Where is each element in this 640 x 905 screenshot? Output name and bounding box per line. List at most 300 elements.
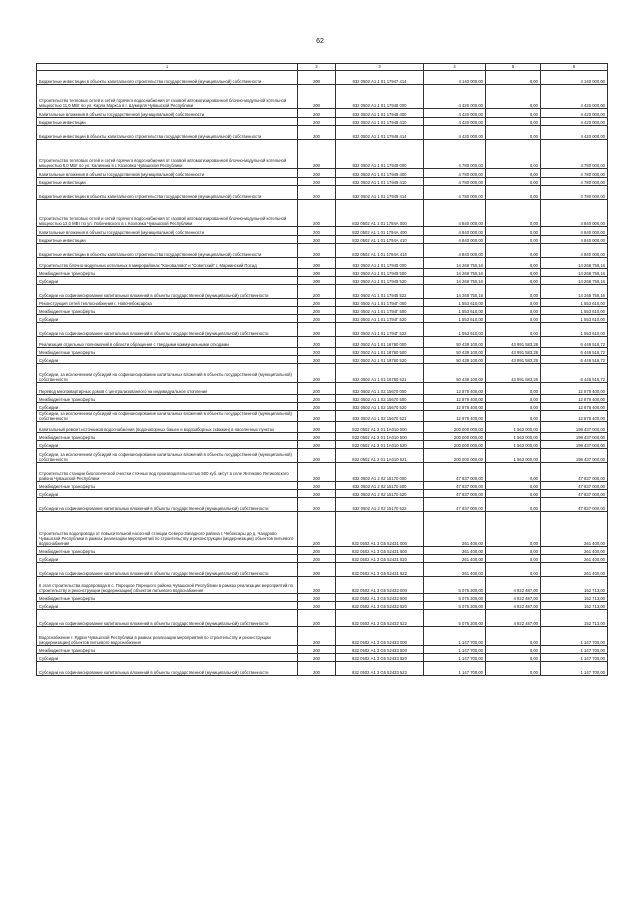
table-row (37, 323, 608, 337)
row-amount-col-6: 14 268 750,16 (541, 285, 608, 299)
row-amount-col-5: 0,00 (486, 118, 541, 126)
row-amount-col-6: 4 420 000,00 (541, 118, 608, 126)
row-amount-col-6: 4 420 000,00 (541, 126, 608, 140)
row-amount-col-6: 6 446 516,72 (541, 337, 608, 348)
row-amount-col-4: 1 147 700,00 (424, 646, 486, 654)
row-amount-col-4: 200 000 000,00 (424, 441, 486, 449)
row-amount-col-5: 0,00 (486, 200, 541, 227)
row-col-2: 200 (298, 236, 336, 244)
row-amount-col-4: 261 400,00 (424, 555, 486, 563)
row-budget-code: 832 0502 А1 2 02 15170 522 (336, 498, 424, 512)
row-amount-col-6: 6 446 516,72 (541, 356, 608, 364)
row-budget-code: 832 0502 А1 1 01 1794Г 520 (336, 315, 424, 323)
row-col-2: 200 (298, 348, 336, 356)
row-name: Водоснабжение г. Ядрин Чувашской Республики в рамках реализации мероприятий по строительству и реконструкции (модернизации) объектов питьевого водоснабжения (37, 627, 298, 646)
row-col-2: 200 (298, 498, 336, 512)
row-col-2: 200 (298, 627, 336, 646)
row-col-2: 200 (298, 140, 336, 169)
row-col-2: 200 (298, 71, 336, 85)
table-body (37, 71, 608, 676)
row-col-2: 200 (298, 126, 336, 140)
row-col-2: 200 (298, 433, 336, 441)
row-amount-col-6: 152 713,00 (541, 594, 608, 602)
row-budget-code: 832 0502 А1 3 G5 52431 500 (336, 547, 424, 555)
row-col-2: 200 (298, 449, 336, 463)
row-amount-col-5: 0,00 (486, 563, 541, 577)
row-budget-code: 832 0502 А1 1 02 15670 500 (336, 395, 424, 403)
header-col-4: 4 (424, 64, 486, 71)
row-name: Субсидии, за исключением субсидий на софинансирование капитальных вложений в объекты государственной (муниципальной) собственности (37, 411, 298, 422)
row-amount-col-6: 261 400,00 (541, 555, 608, 563)
row-name: Субсидии (37, 555, 298, 563)
row-name: Бюджетные инвестиции в объекты капитального строительства государственной (муниципальной) собственности (37, 71, 298, 85)
row-amount-col-5: 1 563 000,00 (486, 441, 541, 449)
header-col-5: 5 (486, 64, 541, 71)
row-budget-code: 832 0502 А1 1 01 17948 000 (336, 85, 424, 109)
row-amount-col-6: 6 446 516,72 (541, 348, 608, 356)
row-amount-col-5: 0,00 (486, 411, 541, 422)
row-amount-col-4: 14 268 750,16 (424, 258, 486, 269)
row-amount-col-4: 14 268 750,16 (424, 285, 486, 299)
row-amount-col-4: 12 878 400,00 (424, 383, 486, 395)
row-amount-col-6: 4 140 000,00 (541, 71, 608, 85)
row-budget-code: 832 0502 А1 1 01 1794Г 500 (336, 307, 424, 315)
header-col-1: 1 (37, 64, 298, 71)
row-amount-col-6: 198 437 000,00 (541, 449, 608, 463)
row-amount-col-5: 1 563 000,00 (486, 449, 541, 463)
row-col-2: 200 (298, 315, 336, 323)
row-amount-col-4: 47 837 000,00 (424, 482, 486, 490)
row-name: Субсидии на софинансирование капитальных вложений в объекты государственной (муниципальной) собственности (37, 662, 298, 676)
row-amount-col-4: 4 840 000,00 (424, 227, 486, 236)
row-amount-col-5: 0,00 (486, 323, 541, 337)
row-budget-code: 832 0502 А1 1 01 17949 414 (336, 186, 424, 200)
row-budget-code: 832 0502 А1 3 G5 52433 522 (336, 662, 424, 676)
row-amount-col-4: 4 420 000,00 (424, 126, 486, 140)
row-amount-col-5: 0,00 (486, 490, 541, 498)
table-row (37, 602, 608, 610)
row-name: Субсидии, за исключением субсидий на софинансирование капитальных вложений в объекты государственной (муниципальной) собственности (37, 364, 298, 383)
row-name: Субсидии (37, 356, 298, 364)
row-name: Субсидии на софинансирование капитальных вложений в объекты государственной (муниципальной) собственности (37, 610, 298, 627)
row-budget-code: 832 0502 А1 1 02 15670 520 (336, 403, 424, 411)
row-col-2: 200 (298, 422, 336, 433)
row-amount-col-4: 14 268 750,16 (424, 277, 486, 285)
row-name: Межбюджетные трансферты (37, 395, 298, 403)
table-header-row (37, 64, 608, 71)
row-amount-col-5: 43 991 583,28 (486, 348, 541, 356)
row-amount-col-6: 4 840 000,00 (541, 200, 608, 227)
row-amount-col-6: 12 878 400,00 (541, 395, 608, 403)
row-amount-col-5: 0,00 (486, 227, 541, 236)
table-row (37, 315, 608, 323)
table-row (37, 555, 608, 563)
row-amount-col-5: 0,00 (486, 109, 541, 118)
row-col-2: 200 (298, 85, 336, 109)
row-amount-col-6: 1 147 700,00 (541, 654, 608, 662)
table-row (37, 277, 608, 285)
table-row (37, 498, 608, 512)
row-col-2: 200 (298, 610, 336, 627)
row-amount-col-6: 1 147 700,00 (541, 627, 608, 646)
row-col-2: 200 (298, 602, 336, 610)
table-row (37, 118, 608, 126)
row-name: Капитальные вложения в объекты государственной (муниципальной) собственности (37, 109, 298, 118)
table-row (37, 547, 608, 555)
row-name: Субсидии (37, 441, 298, 449)
budget-table (36, 63, 608, 676)
table-row (37, 449, 608, 463)
row-budget-code: 832 0502 А1 3 G5 52431 522 (336, 563, 424, 577)
row-col-2: 200 (298, 227, 336, 236)
row-col-2: 200 (298, 356, 336, 364)
row-amount-col-6: 47 837 000,00 (541, 490, 608, 498)
row-col-2: 200 (298, 654, 336, 662)
row-amount-col-5: 0,00 (486, 512, 541, 547)
row-amount-col-6: 4 840 000,00 (541, 236, 608, 244)
row-amount-col-6: 152 713,00 (541, 602, 608, 610)
row-budget-code: 832 0502 А1 3 G5 52432 000 (336, 577, 424, 594)
table-row (37, 337, 608, 348)
table-row (37, 411, 608, 422)
row-amount-col-5: 43 991 583,28 (486, 337, 541, 348)
row-col-2: 200 (298, 269, 336, 277)
row-amount-col-5: 0,00 (486, 186, 541, 200)
row-amount-col-5: 1 563 000,00 (486, 422, 541, 433)
row-name: Межбюджетные трансферты (37, 482, 298, 490)
row-amount-col-6: 14 268 750,16 (541, 258, 608, 269)
row-col-2: 200 (298, 490, 336, 498)
page-number: 62 (316, 38, 324, 45)
row-amount-col-6: 4 420 000,00 (541, 109, 608, 118)
table-row (37, 512, 608, 547)
row-amount-col-5: 0,00 (486, 547, 541, 555)
row-name: Бюджетные инвестиции (37, 178, 298, 186)
row-name: Бюджетные инвестиции в объекты капитального строительства государственной (муниципальной) собственности (37, 244, 298, 258)
row-amount-col-4: 5 075 200,00 (424, 602, 486, 610)
row-amount-col-4: 261 400,00 (424, 512, 486, 547)
row-col-2: 200 (298, 594, 336, 602)
row-col-2: 200 (298, 169, 336, 178)
row-col-2: 200 (298, 482, 336, 490)
row-amount-col-4: 4 780 000,00 (424, 140, 486, 169)
table-row (37, 364, 608, 383)
row-budget-code: 832 0502 А1 3 G5 52432 520 (336, 602, 424, 610)
row-col-2: 200 (298, 244, 336, 258)
row-budget-code: 832 0502 А1 1 01 1794А 400 (336, 227, 424, 236)
table-row (37, 646, 608, 654)
row-amount-col-4: 261 400,00 (424, 563, 486, 577)
row-amount-col-6: 1 553 610,00 (541, 323, 608, 337)
row-amount-col-5: 0,00 (486, 85, 541, 109)
row-name: Межбюджетные трансферты (37, 646, 298, 654)
row-name: Межбюджетные трансферты (37, 594, 298, 602)
row-amount-col-5: 0,00 (486, 285, 541, 299)
row-budget-code: 832 0502 А1 1 01 17945 000 (336, 258, 424, 269)
row-name: Субсидии (37, 403, 298, 411)
row-amount-col-5: 0,00 (486, 627, 541, 646)
table-row (37, 383, 608, 395)
row-col-2: 200 (298, 403, 336, 411)
table-row (37, 654, 608, 662)
table-row (37, 236, 608, 244)
row-amount-col-4: 4 420 000,00 (424, 109, 486, 118)
table-row (37, 109, 608, 118)
table-row (37, 140, 608, 169)
row-amount-col-5: 0,00 (486, 463, 541, 482)
table-row (37, 403, 608, 411)
row-name: Субсидии (37, 277, 298, 285)
row-col-2: 200 (298, 555, 336, 563)
row-name: Межбюджетные трансферты (37, 433, 298, 441)
table-row (37, 594, 608, 602)
table-row (37, 227, 608, 236)
row-budget-code: 832 0502 А1 2 02 15170 000 (336, 463, 424, 482)
row-budget-code: 832 0502 А1 1 01 1794А 410 (336, 236, 424, 244)
row-amount-col-5: 0,00 (486, 140, 541, 169)
row-budget-code: 832 0502 А1 1 01 17945 500 (336, 269, 424, 277)
row-col-2: 200 (298, 109, 336, 118)
row-budget-code: 832 0502 А1 1 01 17947 414 (336, 71, 424, 85)
table-row (37, 577, 608, 594)
row-name: Строительство тепловых сетей и сетей горячего водоснабжения от газовой автоматизированной блочно-модульной котельной мощностью 8,0 МВт по ул. Калинина в г. Козловка Чувашской Республики (37, 140, 298, 169)
row-budget-code: 832 0502 А1 2 01 1А010 521 (336, 449, 424, 463)
row-col-2: 200 (298, 323, 336, 337)
row-name: Субсидии (37, 490, 298, 498)
row-amount-col-5: 4 922 487,00 (486, 610, 541, 627)
row-amount-col-4: 1 147 700,00 (424, 662, 486, 676)
row-amount-col-6: 4 780 000,00 (541, 186, 608, 200)
row-amount-col-6: 198 437 000,00 (541, 422, 608, 433)
row-budget-code: 832 0502 А1 2 01 1А010 520 (336, 441, 424, 449)
row-amount-col-6: 1 553 610,00 (541, 299, 608, 307)
row-name: Субсидии на софинансирование капитальных вложений в объекты государственной (муниципальной) собственности (37, 323, 298, 337)
row-amount-col-6: 14 268 750,16 (541, 277, 608, 285)
row-name: Строительство блочно-модульных котельных в микрорайонах "Коновалово" и "Советский" г. Мариинский Посад (37, 258, 298, 269)
row-budget-code: 832 0502 А1 2 02 15170 500 (336, 482, 424, 490)
table-row (37, 662, 608, 676)
row-col-2: 200 (298, 258, 336, 269)
row-amount-col-4: 50 438 100,00 (424, 348, 486, 356)
row-name: Субсидии (37, 315, 298, 323)
row-budget-code: 832 0502 А1 1 01 17948 410 (336, 118, 424, 126)
row-name: Реконструкция сетей теплоснабжения г. Новочебоксарска (37, 299, 298, 307)
row-amount-col-5: 0,00 (486, 662, 541, 676)
row-amount-col-5: 4 922 487,00 (486, 577, 541, 594)
header-col-2: 2 (298, 64, 336, 71)
row-amount-col-6: 152 713,00 (541, 610, 608, 627)
table-row (37, 269, 608, 277)
row-amount-col-6: 47 837 000,00 (541, 463, 608, 482)
row-budget-code: 832 0502 А1 1 01 16760 520 (336, 356, 424, 364)
table-row (37, 71, 608, 85)
row-amount-col-5: 0,00 (486, 244, 541, 258)
row-amount-col-4: 5 075 200,00 (424, 577, 486, 594)
table-row (37, 482, 608, 490)
row-budget-code: 832 0502 А1 1 01 17949 410 (336, 178, 424, 186)
row-amount-col-4: 12 878 400,00 (424, 411, 486, 422)
row-name: Межбюджетные трансферты (37, 547, 298, 555)
row-amount-col-5: 0,00 (486, 169, 541, 178)
table-row (37, 563, 608, 577)
row-name: Бюджетные инвестиции в объекты капитального строительства государственной (муниципальной) собственности (37, 186, 298, 200)
row-name: Капитальные вложения в объекты государственной (муниципальной) собственности (37, 227, 298, 236)
row-col-2: 200 (298, 364, 336, 383)
row-col-2: 200 (298, 299, 336, 307)
row-amount-col-4: 12 878 400,00 (424, 395, 486, 403)
row-amount-col-5: 0,00 (486, 482, 541, 490)
row-amount-col-4: 1 147 700,00 (424, 654, 486, 662)
table-row (37, 200, 608, 227)
row-budget-code: 832 0502 А1 2 01 1А010 500 (336, 433, 424, 441)
header-col-6: 6 (541, 64, 608, 71)
row-name: Реализация отдельных полномочий в области обращения с твердыми коммунальными отходами (37, 337, 298, 348)
row-amount-col-4: 50 438 100,00 (424, 337, 486, 348)
row-amount-col-6: 4 420 000,00 (541, 85, 608, 109)
row-budget-code: 832 0502 А1 3 G5 52432 522 (336, 610, 424, 627)
row-name: Строительство тепловых сетей и сетей горячего водоснабжения от газовой автоматизированной блочно-модульной котельной мощностью 12,0 МВт по ул. Лобачевского в г. Козловка Чувашской Республики (37, 200, 298, 227)
table-row (37, 307, 608, 315)
row-amount-col-5: 0,00 (486, 269, 541, 277)
row-budget-code: 832 0502 А1 3 G5 52432 500 (336, 594, 424, 602)
row-amount-col-5: 0,00 (486, 646, 541, 654)
row-budget-code: 832 0502 А1 3 G5 52431 520 (336, 555, 424, 563)
table-row (37, 299, 608, 307)
header-col-3: 3 (336, 64, 424, 71)
row-budget-code: 832 0502 А1 1 01 1794Г 000 (336, 299, 424, 307)
table-row (37, 610, 608, 627)
row-name: Перевод многоквартирных домов с централизованного на индивидуальное отопление (37, 383, 298, 395)
row-amount-col-4: 200 000 000,00 (424, 422, 486, 433)
row-amount-col-6: 198 437 000,00 (541, 433, 608, 441)
row-name: Капитальный ремонт источников водоснабжения (водонапорных башен и водозаборных скважин) в населенных пунктах (37, 422, 298, 433)
row-amount-col-6: 4 840 000,00 (541, 244, 608, 258)
row-amount-col-4: 47 837 000,00 (424, 490, 486, 498)
row-amount-col-5: 0,00 (486, 178, 541, 186)
row-amount-col-6: 152 713,00 (541, 577, 608, 594)
row-budget-code: 832 0502 А1 3 G5 52433 520 (336, 654, 424, 662)
row-amount-col-5: 0,00 (486, 307, 541, 315)
table-row (37, 126, 608, 140)
row-col-2: 200 (298, 547, 336, 555)
row-amount-col-4: 47 837 000,00 (424, 498, 486, 512)
row-name: Межбюджетные трансферты (37, 269, 298, 277)
row-col-2: 200 (298, 178, 336, 186)
row-name: Строительство тепловых сетей и сетей горячего водоснабжения от газовой автоматизированной блочно-модульной котельной мощностью 11,0 МВт по ул. Карла Маркса в г. Шумерля Чувашской Республики (37, 85, 298, 109)
row-amount-col-6: 4 780 000,00 (541, 178, 608, 186)
row-col-2: 200 (298, 186, 336, 200)
table-row (37, 169, 608, 178)
row-budget-code: 832 0502 А1 1 01 17948 414 (336, 126, 424, 140)
row-name: Бюджетные инвестиции (37, 236, 298, 244)
row-amount-col-4: 4 420 000,00 (424, 118, 486, 126)
table-row (37, 85, 608, 109)
row-budget-code: 832 0502 А1 1 02 15670 521 (336, 411, 424, 422)
row-budget-code: 832 0502 А1 1 01 1794Г 522 (336, 323, 424, 337)
row-name: Бюджетные инвестиции в объекты капитального строительства государственной (муниципальной) собственности (37, 126, 298, 140)
row-budget-code: 832 0502 А1 1 02 15670 000 (336, 383, 424, 395)
table-row (37, 463, 608, 482)
row-amount-col-5: 0,00 (486, 383, 541, 395)
row-budget-code: 832 0502 А1 1 01 17949 400 (336, 169, 424, 178)
row-budget-code: 832 0502 А1 3 G5 52433 500 (336, 646, 424, 654)
row-col-2: 200 (298, 118, 336, 126)
row-col-2: 200 (298, 200, 336, 227)
row-budget-code: 832 0502 А1 3 G5 52431 000 (336, 512, 424, 547)
row-name: Строительство станции биологической очистки сточных вод производительностью 500 куб. м/сут в селе Янтиково Янтиковского района Чувашской Республики (37, 463, 298, 482)
row-col-2: 200 (298, 395, 336, 403)
row-name: Субсидии (37, 602, 298, 610)
row-amount-col-6: 1 147 700,00 (541, 662, 608, 676)
row-col-2: 200 (298, 441, 336, 449)
row-amount-col-5: 0,00 (486, 126, 541, 140)
row-amount-col-6: 1 553 610,00 (541, 307, 608, 315)
table-row (37, 441, 608, 449)
row-amount-col-4: 14 268 750,16 (424, 269, 486, 277)
table-row (37, 285, 608, 299)
row-amount-col-4: 1 553 610,00 (424, 323, 486, 337)
row-budget-code: 832 0502 А1 1 01 17949 000 (336, 140, 424, 169)
row-amount-col-4: 1 147 700,00 (424, 627, 486, 646)
row-amount-col-6: 1 553 610,00 (541, 315, 608, 323)
row-name: Субсидии, за исключением субсидий на софинансирование капитальных вложений в объекты государственной (муниципальной) собственности (37, 449, 298, 463)
row-amount-col-6: 261 400,00 (541, 547, 608, 555)
row-name: Межбюджетные трансферты (37, 307, 298, 315)
row-amount-col-4: 5 075 200,00 (424, 594, 486, 602)
row-amount-col-6: 14 268 750,16 (541, 269, 608, 277)
row-amount-col-4: 261 400,00 (424, 547, 486, 555)
row-amount-col-4: 4 840 000,00 (424, 200, 486, 227)
row-amount-col-4: 4 420 000,00 (424, 85, 486, 109)
row-amount-col-5: 0,00 (486, 555, 541, 563)
row-budget-code: 832 0502 А1 1 01 17948 400 (336, 109, 424, 118)
row-amount-col-4: 5 075 200,00 (424, 610, 486, 627)
row-amount-col-4: 1 553 610,00 (424, 307, 486, 315)
row-budget-code: 832 0502 А1 2 01 1А010 000 (336, 422, 424, 433)
row-amount-col-5: 43 991 583,28 (486, 364, 541, 383)
table-row (37, 186, 608, 200)
row-name: Бюджетные инвестиции (37, 118, 298, 126)
row-amount-col-6: 6 446 516,72 (541, 364, 608, 383)
row-amount-col-4: 200 000 000,00 (424, 433, 486, 441)
row-amount-col-6: 1 147 700,00 (541, 646, 608, 654)
row-amount-col-6: 47 837 000,00 (541, 482, 608, 490)
row-amount-col-4: 50 438 100,00 (424, 356, 486, 364)
row-amount-col-6: 12 878 400,00 (541, 411, 608, 422)
table-row (37, 258, 608, 269)
row-amount-col-6: 12 878 400,00 (541, 403, 608, 411)
row-amount-col-5: 0,00 (486, 236, 541, 244)
row-budget-code: 832 0502 А1 3 G5 52433 000 (336, 627, 424, 646)
row-amount-col-6: 4 840 000,00 (541, 227, 608, 236)
row-amount-col-5: 4 922 487,00 (486, 594, 541, 602)
table-row (37, 356, 608, 364)
row-amount-col-6: 261 400,00 (541, 563, 608, 577)
row-amount-col-4: 4 840 000,00 (424, 244, 486, 258)
table-row (37, 627, 608, 646)
row-amount-col-5: 1 563 000,00 (486, 433, 541, 441)
row-col-2: 200 (298, 411, 336, 422)
row-col-2: 200 (298, 285, 336, 299)
row-col-2: 200 (298, 307, 336, 315)
row-amount-col-5: 0,00 (486, 498, 541, 512)
row-amount-col-6: 4 780 000,00 (541, 169, 608, 178)
row-name: Субсидии на софинансирование капитальных вложений в объекты государственной (муниципальной) собственности (37, 563, 298, 577)
row-budget-code: 832 0502 А1 2 02 15170 520 (336, 490, 424, 498)
row-amount-col-5: 0,00 (486, 315, 541, 323)
row-budget-code: 832 0502 А1 1 01 1794А 000 (336, 200, 424, 227)
row-name: Субсидии на софинансирование капитальных вложений в объекты государственной (муниципальной) собственности (37, 285, 298, 299)
